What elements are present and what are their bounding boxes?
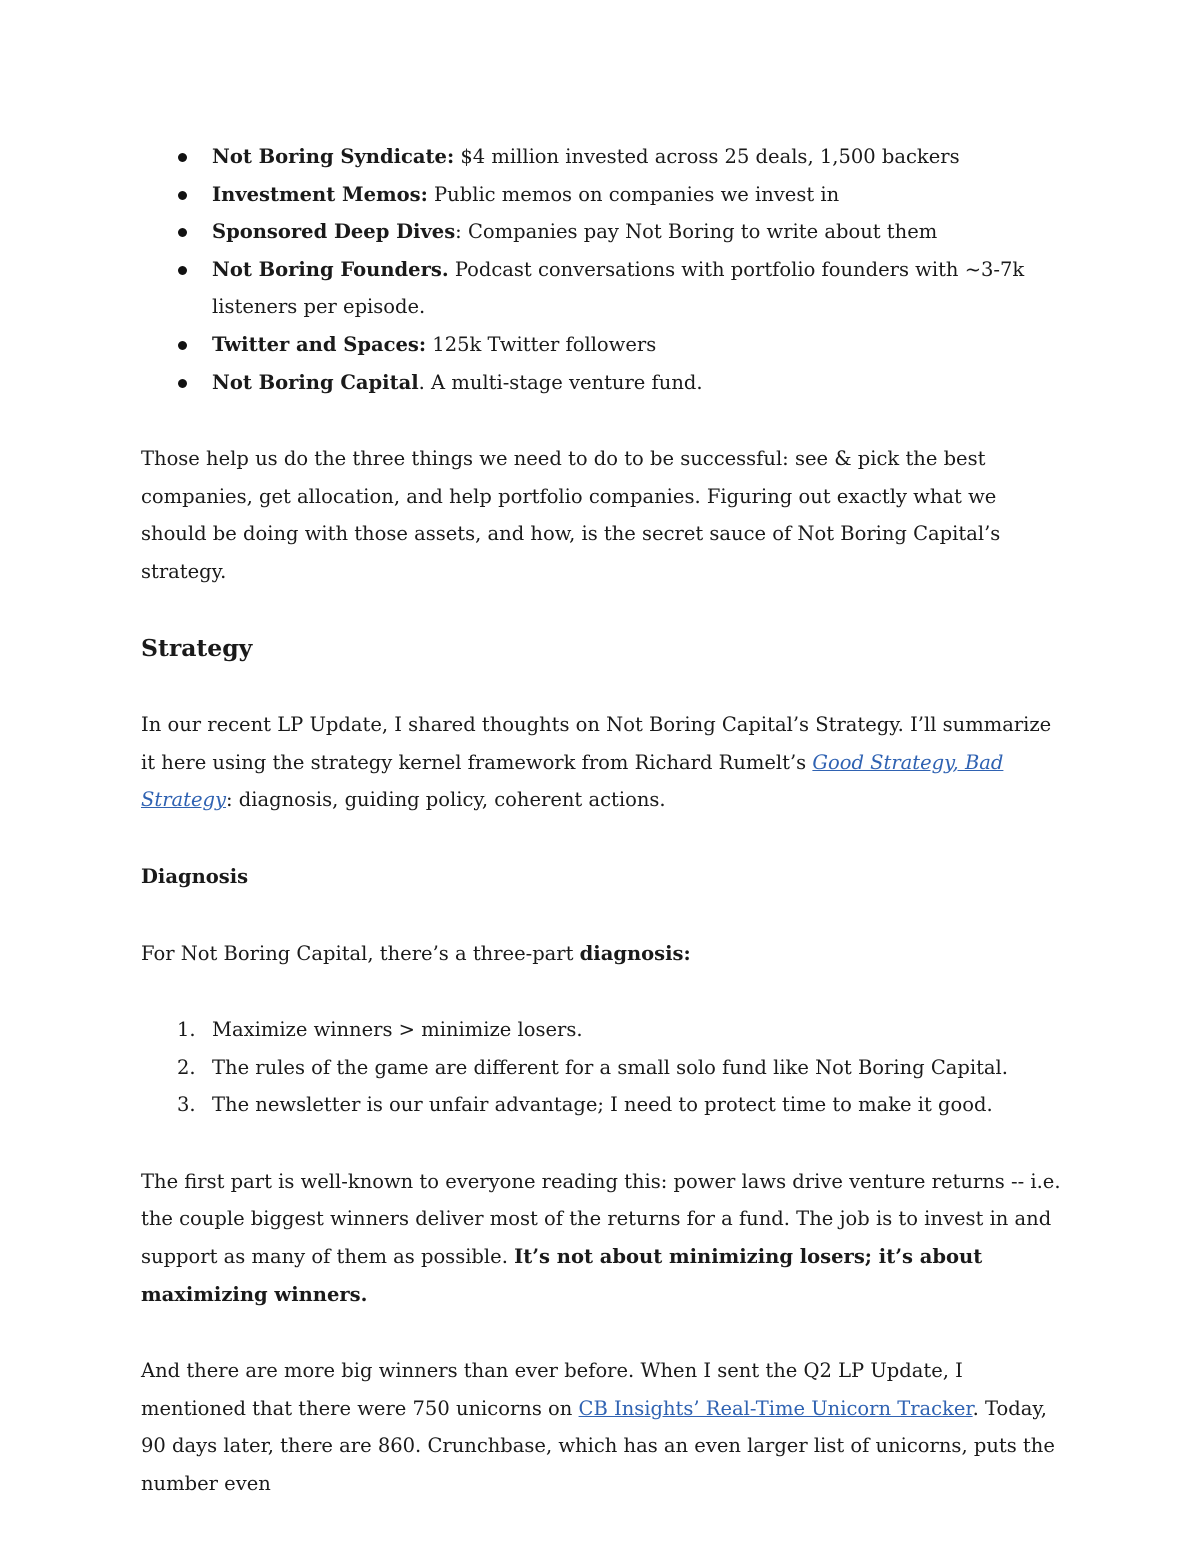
document-page (141, 138, 1061, 1503)
list-item (141, 176, 1061, 214)
paragraph-bold: diagnosis: (579, 941, 691, 965)
bullet-bold: Not Boring Capital (212, 370, 419, 394)
bullet-text: : Companies pay Not Boring to write about them (455, 220, 938, 244)
paragraph-text: : diagnosis, guiding policy, coherent actions. (226, 788, 666, 812)
paragraph-power-laws (141, 1163, 1061, 1313)
paragraph-bold: It’s not about minimizing losers; it’s about maximizing winners. (141, 1245, 983, 1306)
paragraph-text: And there are more big winners than ever before. When I sent the Q2 LP Update, I mentioned that there were 750 unicorns on (141, 1359, 963, 1420)
paragraph-unicorns (141, 1352, 1061, 1502)
bullet-icon (178, 379, 187, 388)
list-item-text: The newsletter is our unfair advantage; I need to protect time to make it good. (212, 1093, 993, 1117)
bullet-icon (178, 191, 187, 200)
list-number: 1. (177, 1018, 196, 1042)
list-item (141, 1011, 1061, 1049)
bullet-text: $4 million invested across 25 deals, 1,500 backers (454, 145, 960, 168)
list-item (141, 364, 1061, 402)
list-number: 3. (177, 1093, 196, 1117)
bullet-bold: Twitter and Spaces: (212, 332, 427, 356)
bullet-text: . A multi-stage venture fund. (418, 370, 703, 394)
list-number: 2. (177, 1055, 196, 1079)
unicorn-tracker-link[interactable]: CB Insights’ Real-Time Unicorn Tracker (578, 1396, 973, 1420)
paragraph-text: . Today, 90 days later, there are 860. Crunchbase, which has an even larger list of unicorns, puts the number even (141, 1396, 1055, 1496)
assets-bullet-list (141, 138, 1061, 401)
bullet-text: Public memos on companies we invest in (427, 182, 840, 206)
diagnosis-numbered-list (141, 1011, 1061, 1124)
paragraph-assets-summary: Those help us do the three things we need to do to be successful: see & pick the best companies, get allocation, and help portfolio companies. Figuring out exactly what we should be doing with those assets, and how, is the secret sauce of Not Boring Capital’s strategy. (141, 447, 1001, 583)
list-item (141, 326, 1061, 364)
list-item (141, 1049, 1061, 1087)
list-item-text: Maximize winners > minimize losers. (212, 1018, 583, 1042)
bullet-bold: Investment Memos: (212, 182, 428, 206)
list-item-text: The rules of the game are different for a small solo fund like Not Boring Capital. (212, 1055, 1008, 1079)
paragraph-text: For Not Boring Capital, there’s a three-part (141, 941, 580, 965)
paragraph-text: The first part is well-known to everyone reading this: power laws drive venture returns -- i.e. the couple biggest winners deliver most of the returns for a fund. The job is to invest in and support as many of them as possible. (141, 1169, 1061, 1269)
bullet-bold: Sponsored Deep Dives (212, 220, 456, 244)
bullet-bold: Not Boring Founders. (212, 257, 449, 281)
heading-diagnosis: Diagnosis (141, 864, 249, 888)
bullet-icon (178, 228, 187, 237)
heading-strategy: Strategy (141, 633, 253, 662)
bullet-bold: Not Boring Syndicate: (212, 145, 455, 168)
list-item (141, 138, 1061, 176)
bullet-icon (178, 341, 187, 350)
bullet-icon (178, 153, 187, 162)
bullet-icon (178, 266, 187, 275)
paragraph-strategy-intro (141, 706, 1061, 819)
good-strategy-link[interactable]: Good Strategy, Bad Strategy (141, 750, 1004, 812)
list-item (141, 251, 1061, 326)
list-item (141, 213, 1061, 251)
paragraph-diagnosis-intro (141, 935, 1061, 973)
bullet-text: 125k Twitter followers (426, 332, 657, 356)
list-item (141, 1086, 1061, 1124)
bullet-text: Podcast conversations with portfolio founders with ~3-7k listeners per episode. (212, 257, 1025, 319)
paragraph-text: In our recent LP Update, I shared thoughts on Not Boring Capital’s Strategy. I’ll summarize it here using the strategy kernel framework from Richard Rumelt’s (141, 713, 1052, 774)
